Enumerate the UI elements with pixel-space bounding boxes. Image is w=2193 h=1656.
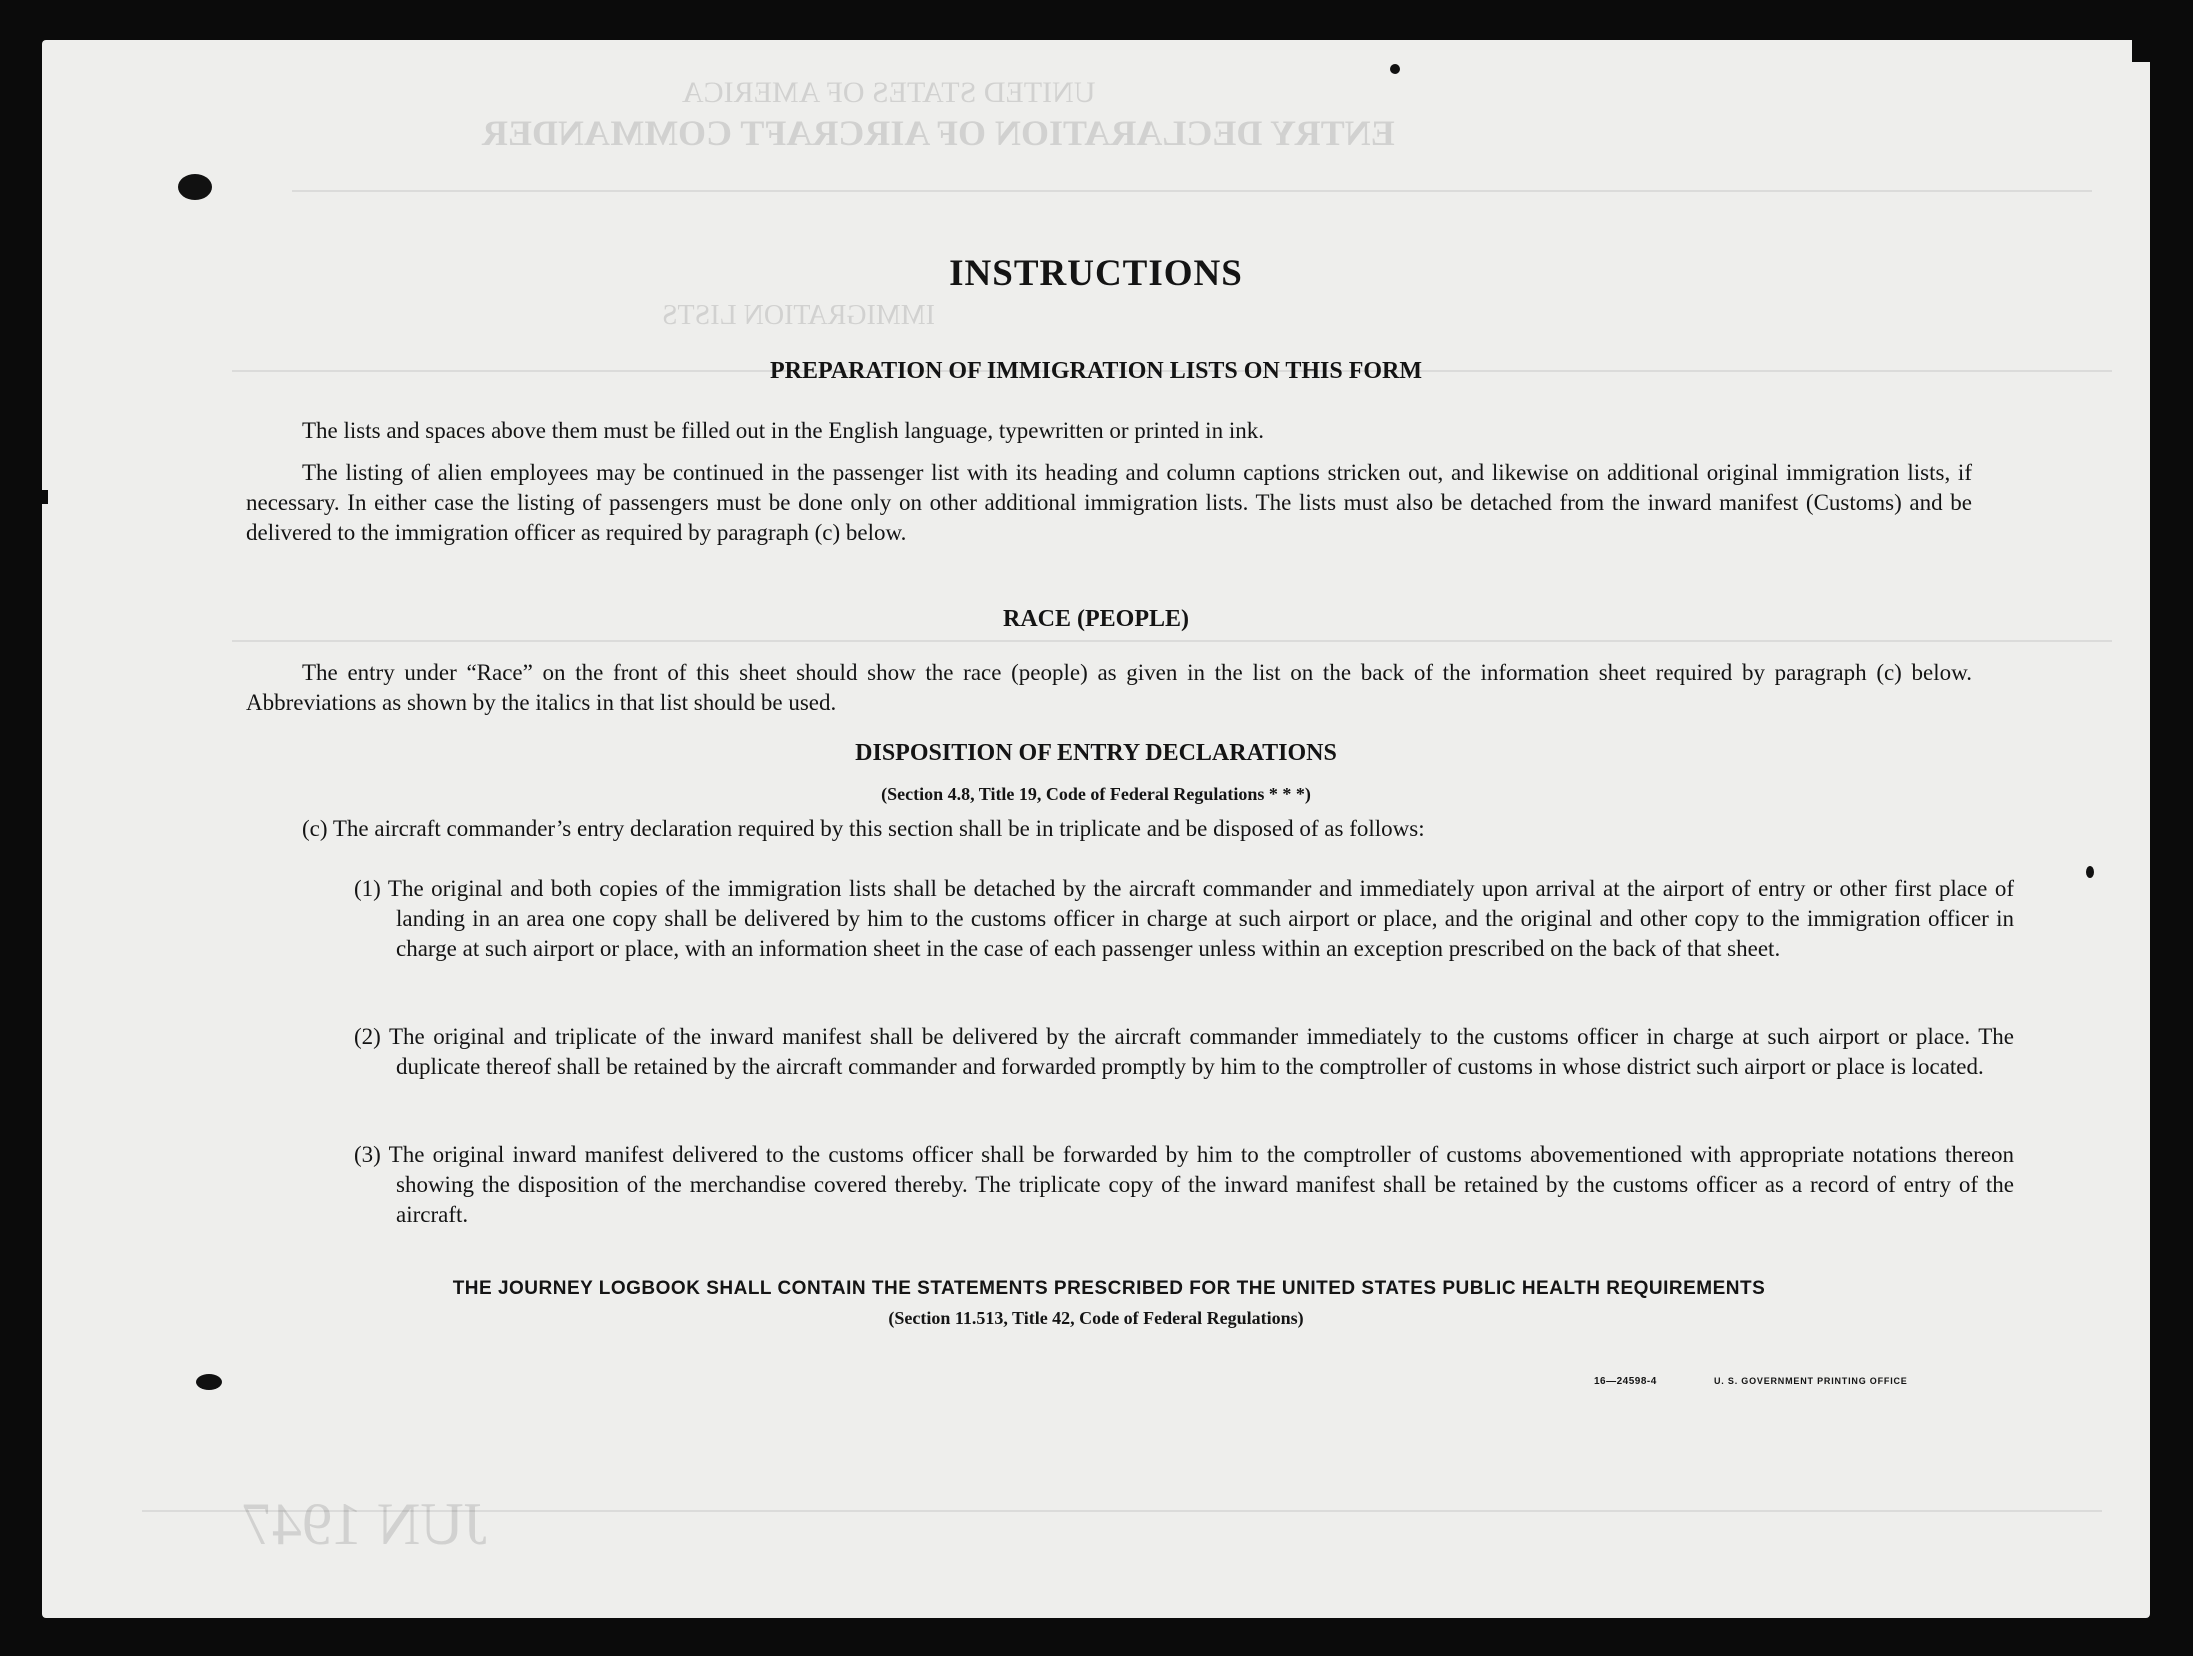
bleed-through-rule	[142, 1510, 2102, 1512]
bleed-through-text: ENTRY DECLARATION OF AIRCRAFT COMMANDER	[482, 113, 1395, 153]
disposition-item-2: (2) The original and triplicate of the inward manifest shall be delivered by the aircraft commander immediately to the customs officer in charge at such airport or place. The duplicate thereof shall be retained by the aircraft commander and forwarded promptly by him to the comptroller of customs in whose district such airport or place is located.	[354, 1024, 2014, 1079]
page-edge-notch	[2132, 40, 2150, 62]
public-health-citation: (Section 11.513, Title 42, Code of Federal Regulations)	[888, 1308, 1304, 1328]
bleed-through-rule	[232, 640, 2112, 642]
ink-spot	[1390, 64, 1400, 74]
ink-spot	[2086, 866, 2094, 878]
race-paragraph: The entry under “Race” on the front of this sheet should show the race (people) as given in the list on the back of the information sheet required by paragraph (c) below. Abbreviations as shown by the italics in that list should be used.	[246, 660, 1972, 715]
bleed-through-text: JUN 1947	[242, 1491, 488, 1557]
bleed-through-text: UNITED STATES OF AMERICA	[682, 76, 1096, 109]
disposition-heading: DISPOSITION OF ENTRY DECLARATIONS	[855, 740, 1337, 766]
preparation-heading: PREPARATION OF IMMIGRATION LISTS ON THIS FORM	[769, 358, 1423, 384]
page-title: INSTRUCTIONS	[949, 253, 1243, 294]
disposition-item-1: (1) The original and both copies of the immigration lists shall be detached by the aircraft commander and immediately upon arrival at the airport of entry or other first place of landing in an area one copy shall be delivered by him to the customs officer in charge at such airport or place, and the original and other copy to the immigration officer in charge at such airport or place, with an information sheet in the case of each passenger unless within an exception prescribed on the back of that sheet.	[354, 876, 2014, 961]
document-page	[42, 40, 2150, 1618]
bleed-through-text: IMMIGRATION LISTS	[662, 300, 935, 331]
rule-c-intro: (c) The aircraft commander’s entry declaration required by this section shall be in triplicate and be disposed of as follows:	[302, 816, 1425, 841]
disposition-item-3: (3) The original inward manifest delivered to the customs officer shall be forwarded by him to the comptroller of customs abovementioned with appropriate notations thereon showing the disposition of the merchandise covered thereby. The triplicate copy of the inward manifest shall be retained by the customs officer as a record of entry of the aircraft.	[354, 1142, 2014, 1227]
print-code: 16—24598-4	[1594, 1376, 1657, 1387]
page-edge-notch	[42, 490, 48, 504]
preparation-paragraph-1: The lists and spaces above them must be filled out in the English language, typewritten or printed in ink.	[302, 418, 1264, 443]
ink-spot	[178, 174, 212, 200]
public-health-statement: THE JOURNEY LOGBOOK SHALL CONTAIN THE STATEMENTS PRESCRIBED FOR THE UNITED STATES PUBLIC HEALTH REQUIREMENTS	[452, 1278, 1766, 1299]
preparation-paragraph-2: The listing of alien employees may be continued in the passenger list with its heading and column captions stricken out, and likewise on additional original immigration lists, if necessary. In either case the listing of passengers must be done only on other additional immigration lists. The lists must also be detached from the inward manifest (Customs) and be delivered to the immigration officer as required by paragraph (c) below.	[246, 460, 1972, 545]
printing-office-imprint: U. S. GOVERNMENT PRINTING OFFICE	[1714, 1376, 1908, 1386]
disposition-citation: (Section 4.8, Title 19, Code of Federal Regulations * * *)	[881, 784, 1311, 804]
race-heading: RACE (PEOPLE)	[1003, 606, 1189, 632]
bleed-through-rule	[292, 190, 2092, 192]
ink-spot	[196, 1374, 222, 1390]
